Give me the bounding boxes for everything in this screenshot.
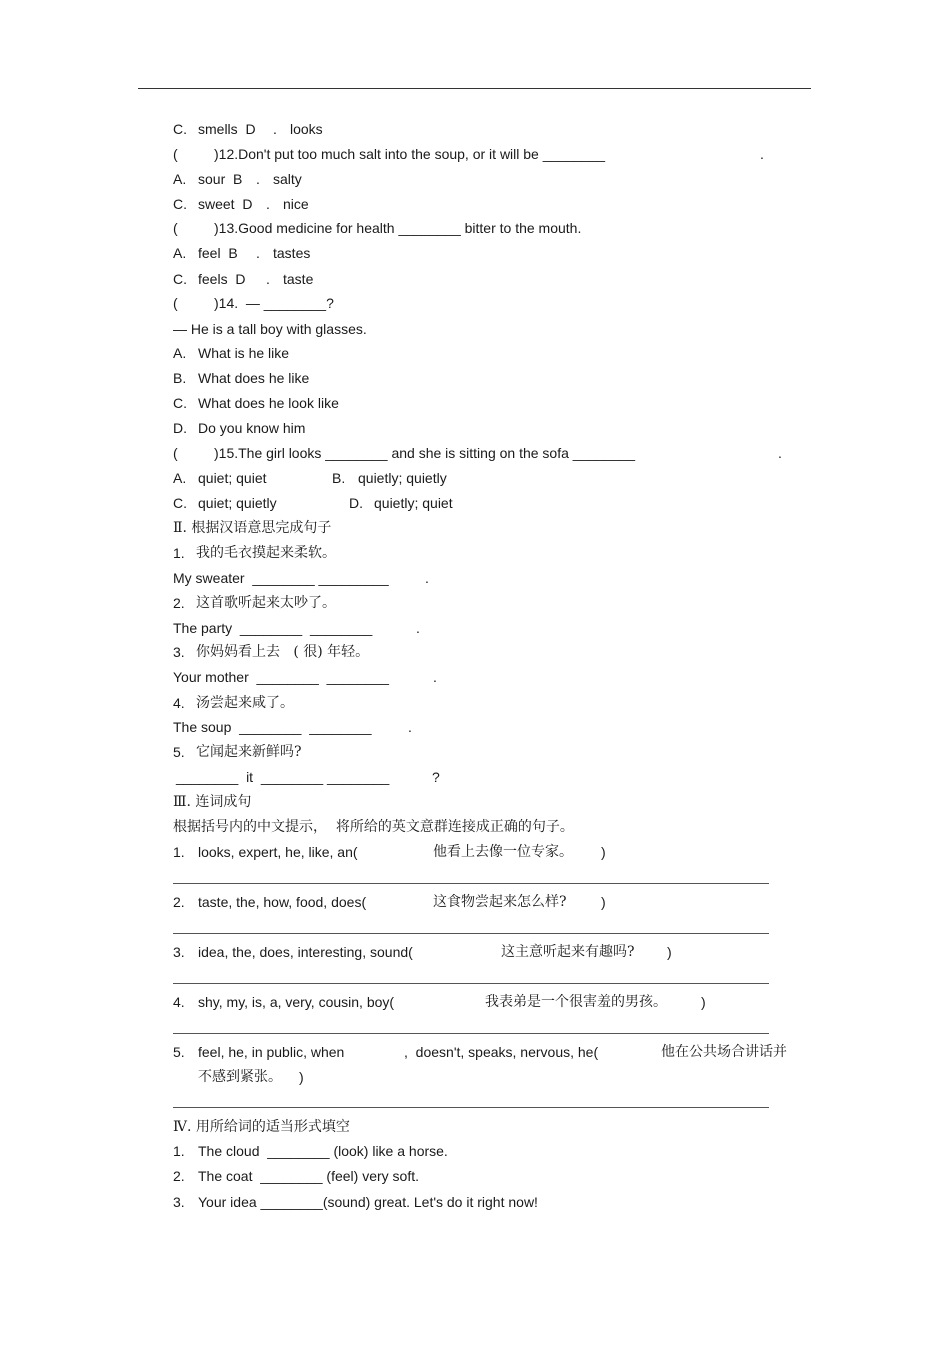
item-words: idea, the, does, interesting, sound(	[198, 944, 413, 960]
section-title: Ⅳ. 用所给词的适当形式填空	[173, 1119, 350, 1135]
item-chinese: 汤尝起来咸了。	[196, 695, 294, 711]
item-number: 5.	[173, 1044, 185, 1060]
option-text: What is he like	[198, 345, 290, 361]
item-chinese: 你妈妈看上去 ( 很) 年轻。	[196, 644, 370, 660]
item-number: 3.	[173, 944, 185, 960]
item-number: 3.	[173, 1194, 185, 1210]
item-hint: 他在公共场合讲话并	[661, 1044, 787, 1060]
item-english: Your mother ________ ________	[173, 669, 389, 685]
item-words: feel, he, in public, when	[198, 1044, 345, 1060]
option-label: A.	[173, 245, 187, 261]
answer-line	[173, 1107, 769, 1108]
option-label: C.	[173, 121, 187, 137]
item-hint-continued: 不感到紧张。	[198, 1069, 282, 1085]
option-label: A.	[173, 171, 187, 187]
item-end: .	[416, 620, 420, 636]
option-label: B.	[332, 470, 346, 486]
option-label: D.	[349, 495, 363, 511]
section-instruction: 根据括号内的中文提示， 将所给的英文意群连接成正确的句子。	[173, 819, 574, 835]
item-end: .	[408, 719, 412, 735]
answer-paren: (	[173, 445, 178, 461]
option-dot: .	[273, 121, 277, 137]
item-number: 2.	[173, 595, 185, 611]
item-number: 1.	[173, 844, 185, 860]
item-hint: 他看上去像一位专家。	[433, 844, 573, 860]
item-end: ?	[432, 769, 440, 785]
option-text: What does he look like	[198, 395, 339, 411]
answer-paren: (	[173, 295, 178, 311]
item-close: )	[299, 1069, 304, 1085]
option-text: looks	[290, 121, 323, 137]
option-dot: .	[266, 196, 270, 212]
item-english: My sweater ________ _________	[173, 570, 389, 586]
item-words-continued: , doesn't, speaks, nervous, he(	[404, 1044, 599, 1060]
option-text: feel B	[198, 245, 238, 261]
item-number: 3.	[173, 644, 185, 660]
option-label: A.	[173, 345, 187, 361]
item-end: .	[425, 570, 429, 586]
question-reply: — He is a tall boy with glasses.	[173, 321, 367, 337]
answer-line	[173, 1033, 769, 1034]
option-text: sweet D	[198, 196, 253, 212]
item-close: )	[667, 944, 672, 960]
item-chinese: 它闻起来新鲜吗?	[196, 744, 302, 760]
question-end: .	[778, 445, 782, 461]
question-stem: )14. — ________?	[214, 295, 334, 311]
option-dot: .	[256, 245, 260, 261]
item-number: 2.	[173, 1168, 185, 1184]
option-label: C.	[173, 495, 187, 511]
item-number: 4.	[173, 994, 185, 1010]
item-number: 2.	[173, 894, 185, 910]
section-title: Ⅲ. 连词成句	[173, 794, 252, 810]
option-text: taste	[283, 271, 314, 287]
item-hint: 这食物尝起来怎么样?	[433, 894, 567, 910]
option-dot: .	[256, 171, 260, 187]
item-english: The soup ________ ________	[173, 719, 372, 735]
item-text: The coat ________ (feel) very soft.	[198, 1168, 420, 1184]
option-text: salty	[273, 171, 302, 187]
answer-line	[173, 883, 769, 884]
answer-paren: (	[173, 220, 178, 236]
option-label: C.	[173, 395, 187, 411]
answer-line	[173, 933, 769, 934]
option-text: smells D	[198, 121, 256, 137]
item-hint: 我表弟是一个很害羞的男孩。	[485, 994, 667, 1010]
item-number: 4.	[173, 695, 185, 711]
item-number: 1.	[173, 545, 185, 561]
question-stem: )13.Good medicine for health ________ bitter to the mouth.	[214, 220, 582, 236]
item-chinese: 我的毛衣摸起来柔软。	[196, 545, 336, 561]
item-hint: 这主意听起来有趣吗?	[501, 944, 635, 960]
option-text: quiet; quiet	[198, 470, 267, 486]
item-english: The party ________ ________	[173, 620, 373, 636]
option-text: quietly; quietly	[358, 470, 447, 486]
item-close: )	[601, 844, 606, 860]
question-stem: )15.The girl looks ________ and she is sitting on the sofa ________	[214, 445, 636, 461]
option-label: A.	[173, 470, 187, 486]
header-rule	[138, 88, 811, 89]
option-text: feels D	[198, 271, 246, 287]
option-text: tastes	[273, 245, 311, 261]
item-chinese: 这首歌听起来太吵了。	[196, 595, 336, 611]
item-words: taste, the, how, food, does(	[198, 894, 367, 910]
item-end: .	[433, 669, 437, 685]
item-number: 1.	[173, 1143, 185, 1159]
option-label: D.	[173, 420, 187, 436]
item-text: Your idea ________(sound) great. Let's do it right now!	[198, 1194, 538, 1210]
option-label: C.	[173, 271, 187, 287]
option-text: What does he like	[198, 370, 310, 386]
option-text: quiet; quietly	[198, 495, 277, 511]
question-end: .	[760, 146, 764, 162]
option-text: nice	[283, 196, 309, 212]
item-close: )	[601, 894, 606, 910]
section-title: Ⅱ. 根据汉语意思完成句子	[173, 520, 332, 536]
option-label: B.	[173, 370, 187, 386]
question-stem: )12.Don't put too much salt into the soup, or it will be ________	[214, 146, 606, 162]
option-text: quietly; quiet	[374, 495, 453, 511]
item-text: The cloud ________ (look) like a horse.	[198, 1143, 448, 1159]
item-english: ________ it ________ ________	[176, 769, 390, 785]
item-words: shy, my, is, a, very, cousin, boy(	[198, 994, 395, 1010]
item-words: looks, expert, he, like, an(	[198, 844, 358, 860]
option-text: sour B	[198, 171, 243, 187]
option-text: Do you know him	[198, 420, 306, 436]
item-number: 5.	[173, 744, 185, 760]
answer-line	[173, 983, 769, 984]
option-dot: .	[266, 271, 270, 287]
item-close: )	[701, 994, 706, 1010]
option-label: C.	[173, 196, 187, 212]
answer-paren: (	[173, 146, 178, 162]
